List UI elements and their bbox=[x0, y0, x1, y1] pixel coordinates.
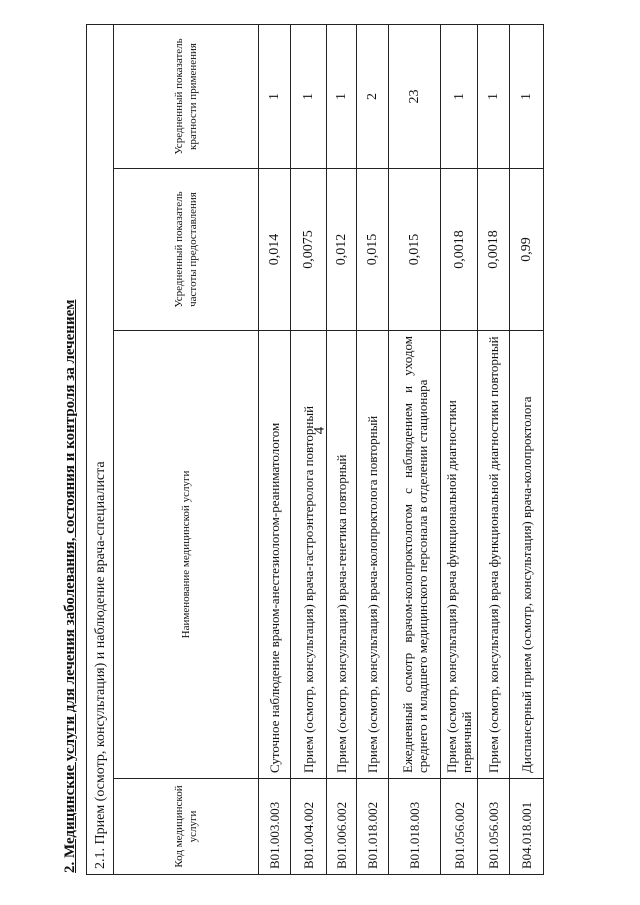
service-code: B01.018.002 bbox=[357, 779, 389, 875]
services-table bbox=[86, 24, 544, 875]
rotated-content bbox=[62, 25, 534, 875]
service-frequency: 0,014 bbox=[259, 169, 291, 331]
service-code: B01.003.003 bbox=[259, 779, 291, 875]
service-multiplicity: 1 bbox=[327, 24, 357, 168]
service-code: B01.018.003 bbox=[389, 779, 441, 875]
service-frequency: 0,99 bbox=[510, 169, 544, 331]
service-frequency: 0,0075 bbox=[291, 169, 327, 331]
service-code: B01.004.002 bbox=[291, 779, 327, 875]
service-multiplicity: 1 bbox=[291, 24, 327, 168]
service-name: Диспансерный прием (осмотр, консультация) врача-колопроктолога bbox=[510, 331, 544, 779]
service-multiplicity: 1 bbox=[510, 24, 544, 168]
service-name: Прием (осмотр, консультация) врача-генетика повторный bbox=[327, 331, 357, 779]
service-name: Прием (осмотр, консультация) врача-колопроктолога повторный bbox=[357, 331, 389, 779]
service-code: B01.056.003 bbox=[478, 779, 510, 875]
subsection-title: 2.1. Прием (осмотр, консультация) и наблюдение врача-специалиста bbox=[87, 24, 114, 874]
table-row bbox=[441, 24, 478, 874]
table-row bbox=[389, 24, 441, 874]
service-name: Прием (осмотр, консультация) врача функциональной диагностики первичный bbox=[441, 331, 478, 779]
service-multiplicity: 1 bbox=[441, 24, 478, 168]
service-multiplicity: 23 bbox=[389, 24, 441, 168]
service-name: Прием (осмотр, консультация) врача-гастроэнтеролога повторный bbox=[291, 331, 327, 779]
table-row bbox=[478, 24, 510, 874]
header-multiplicity: Усредненный показатель кратности применения bbox=[114, 24, 259, 168]
service-multiplicity: 1 bbox=[259, 24, 291, 168]
service-code: B01.056.002 bbox=[441, 779, 478, 875]
service-multiplicity: 1 bbox=[478, 24, 510, 168]
service-frequency: 0,015 bbox=[389, 169, 441, 331]
table-row bbox=[357, 24, 389, 874]
service-frequency: 0,015 bbox=[357, 169, 389, 331]
subsection-row bbox=[87, 24, 114, 874]
service-frequency: 0,012 bbox=[327, 169, 357, 331]
service-frequency: 0,0018 bbox=[478, 169, 510, 331]
service-code: B04.018.001 bbox=[510, 779, 544, 875]
service-name: Суточное наблюдение врачом-анестезиологом-реаниматологом bbox=[259, 331, 291, 779]
section-title: 2. Медицинские услуги для лечения заболевания, состояния и контроля за лечением bbox=[62, 299, 78, 873]
service-frequency: 0,0018 bbox=[441, 169, 478, 331]
table-row bbox=[327, 24, 357, 874]
table-row bbox=[259, 24, 291, 874]
table-row bbox=[510, 24, 544, 874]
service-name: Прием (осмотр, консультация) врача функциональной диагностики повторный bbox=[478, 331, 510, 779]
page-number: 4 bbox=[311, 426, 328, 435]
header-code: Код медицинской услуги bbox=[114, 779, 259, 875]
service-name: Ежедневный осмотр врачом-колопроктологом с наблюдением и уходом среднего и младшего медицинского персонала в отделении стационара bbox=[389, 331, 441, 779]
table-header-row bbox=[114, 24, 259, 874]
table-row bbox=[291, 24, 327, 874]
header-frequency: Усредненный показатель частоты предоставления bbox=[114, 169, 259, 331]
header-name: Наименование медицинской услуги bbox=[114, 331, 259, 779]
service-multiplicity: 2 bbox=[357, 24, 389, 168]
service-code: B01.006.002 bbox=[327, 779, 357, 875]
